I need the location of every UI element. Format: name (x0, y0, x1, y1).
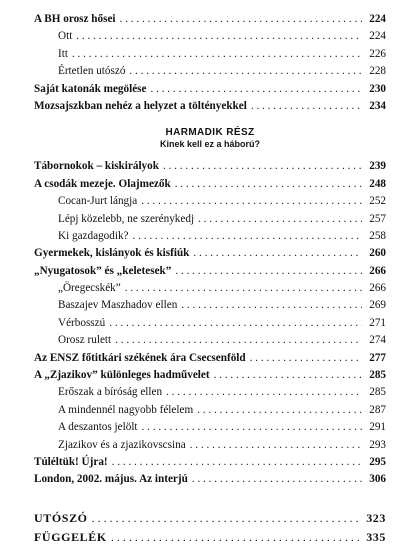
dot-leader (214, 367, 362, 384)
toc-entry (34, 263, 386, 280)
toc-entry-page-number: 306 (369, 473, 386, 486)
dot-leader (76, 28, 362, 45)
toc-entry-title: Saját katonák megölése (34, 82, 147, 95)
toc-entry-title: Cocan-Jurt lángja (58, 195, 138, 208)
section-title: HARMADIK RÉSZ (165, 127, 255, 139)
toc-entry-title: Lépj közelebb, ne szerénykedj (58, 212, 195, 225)
toc-entry-page-number: 248 (369, 177, 386, 190)
toc-entry (34, 280, 386, 297)
toc-entry (34, 297, 386, 314)
dot-leader (192, 471, 362, 488)
toc-entry-page-number: 285 (369, 386, 386, 399)
toc-entry (34, 350, 386, 367)
toc-entry-page-number: 293 (369, 438, 386, 451)
toc-entry-title: Túléltük! Újra! (34, 455, 108, 468)
dot-leader (142, 419, 362, 436)
toc-entry-page-number: 224 (369, 30, 386, 43)
toc-entry-title: Baszajev Maszhadov ellen (58, 299, 178, 312)
toc-entry-page-number: 335 (366, 529, 386, 544)
toc-entry-title: Értetlen utószó (58, 65, 126, 78)
toc-entry-page-number: 271 (369, 316, 386, 329)
toc-entry (34, 158, 386, 175)
dot-leader (251, 98, 362, 115)
toc-entry (34, 419, 386, 436)
toc-entry-title: Gyermekek, kislányok és kisfiúk (34, 247, 190, 260)
toc-entry (34, 528, 386, 547)
toc-entry (34, 228, 386, 245)
dot-leader (125, 280, 362, 297)
toc-entry-title: Erőszak a bíróság ellen (58, 386, 163, 399)
toc-entry-page-number: 323 (366, 510, 386, 525)
dot-leader (115, 332, 362, 349)
toc-entry-page-number: 295 (369, 455, 386, 468)
toc-entry (34, 402, 386, 419)
toc-entry-title: Ott (58, 30, 73, 43)
dot-leader (129, 63, 362, 80)
toc-entry-title: A csodák mezeje. Olajmezők (34, 177, 171, 190)
dot-leader (193, 245, 362, 262)
section-heading (34, 127, 386, 150)
toc-top-list (34, 11, 386, 115)
dot-leader (109, 315, 362, 332)
toc-entry-title: Az ENSZ főtitkári székének ára Csecsenföld (34, 351, 246, 364)
dot-leader (175, 263, 362, 280)
dot-leader (190, 437, 362, 454)
toc-entry-page-number: 277 (369, 351, 386, 364)
toc-entry (34, 367, 386, 384)
toc-entry-title: A mindennél nagyobb félelem (58, 403, 194, 416)
dot-leader (181, 297, 362, 314)
dot-leader (250, 350, 362, 367)
toc-entry-page-number: 252 (369, 195, 386, 208)
toc-entry-page-number: 291 (369, 421, 386, 434)
toc-entry (34, 384, 386, 401)
toc-entry-title: Itt (58, 47, 68, 60)
toc-entry-page-number: 239 (369, 160, 386, 173)
toc-entry (34, 315, 386, 332)
toc-entry-page-number: 226 (369, 47, 386, 60)
table-of-contents (34, 11, 386, 547)
toc-entry-page-number: 285 (369, 369, 386, 382)
toc-entry (34, 28, 386, 45)
dot-leader (198, 211, 362, 228)
dot-leader (133, 228, 362, 245)
dot-leader (166, 384, 362, 401)
toc-entry-title: Vérbosszú (58, 316, 106, 329)
toc-entry (34, 63, 386, 80)
toc-entry-page-number: 274 (369, 334, 386, 347)
toc-entry (34, 454, 386, 471)
toc-entry (34, 98, 386, 115)
toc-entry (34, 46, 386, 63)
toc-entry-page-number: 269 (369, 299, 386, 312)
toc-entry-page-number: 257 (369, 212, 386, 225)
dot-leader (120, 11, 362, 28)
toc-entry (34, 245, 386, 262)
dot-leader (175, 176, 362, 193)
toc-entry-title: Orosz rulett (58, 334, 112, 347)
toc-entry-page-number: 224 (369, 13, 386, 25)
toc-entry-title: London, 2002. május. Az interjú (34, 473, 188, 486)
toc-entry-page-number: 287 (369, 403, 386, 416)
toc-entry (34, 11, 386, 28)
toc-entry (34, 437, 386, 454)
toc-main-list (34, 158, 386, 488)
toc-entry (34, 471, 386, 488)
dot-leader (72, 46, 362, 63)
toc-entry (34, 332, 386, 349)
toc-entry (34, 193, 386, 210)
dot-leader (151, 81, 363, 98)
toc-entry-title: Tábornokok – kiskirályok (34, 160, 159, 173)
toc-end-list (34, 509, 386, 547)
toc-entry-title: A „Zjazikov” különleges hadművelet (34, 369, 210, 382)
toc-entry-page-number: 266 (369, 264, 386, 277)
toc-entry-title: „Nyugatosok” és „keletesek” (34, 264, 172, 277)
toc-entry (34, 509, 386, 528)
toc-entry-title: Mozsajszkban nehéz a helyzet a töltényekkel (34, 99, 247, 112)
toc-entry-title: Ki gazdagodik? (58, 229, 129, 242)
toc-entry-title: FÜGGELÉK (34, 529, 107, 544)
toc-entry-page-number: 260 (369, 247, 386, 260)
dot-leader (141, 193, 362, 210)
dot-leader (111, 528, 362, 547)
dot-leader (197, 402, 362, 419)
toc-entry-title: „Öregecskék” (58, 282, 121, 295)
dot-leader (112, 454, 362, 471)
spacer (34, 489, 386, 509)
toc-entry-page-number: 266 (369, 282, 386, 295)
toc-entry-page-number: 258 (369, 229, 386, 242)
toc-entry-title: Zjazikov és a zjazikovscsina (58, 438, 186, 451)
toc-entry-title: UTÓSZÓ (34, 510, 88, 525)
toc-entry (34, 81, 386, 98)
dot-leader (92, 509, 362, 528)
dot-leader (163, 158, 362, 175)
section-subtitle: Kinek kell ez a háború? (159, 139, 261, 150)
toc-entry-page-number: 228 (369, 65, 386, 78)
toc-entry (34, 176, 386, 193)
toc-entry-title: A deszantos jelölt (58, 421, 138, 434)
toc-entry (34, 211, 386, 228)
toc-entry-page-number: 234 (369, 99, 386, 112)
toc-entry-title: A BH orosz hősei (34, 13, 116, 25)
toc-entry-page-number: 230 (369, 82, 386, 95)
